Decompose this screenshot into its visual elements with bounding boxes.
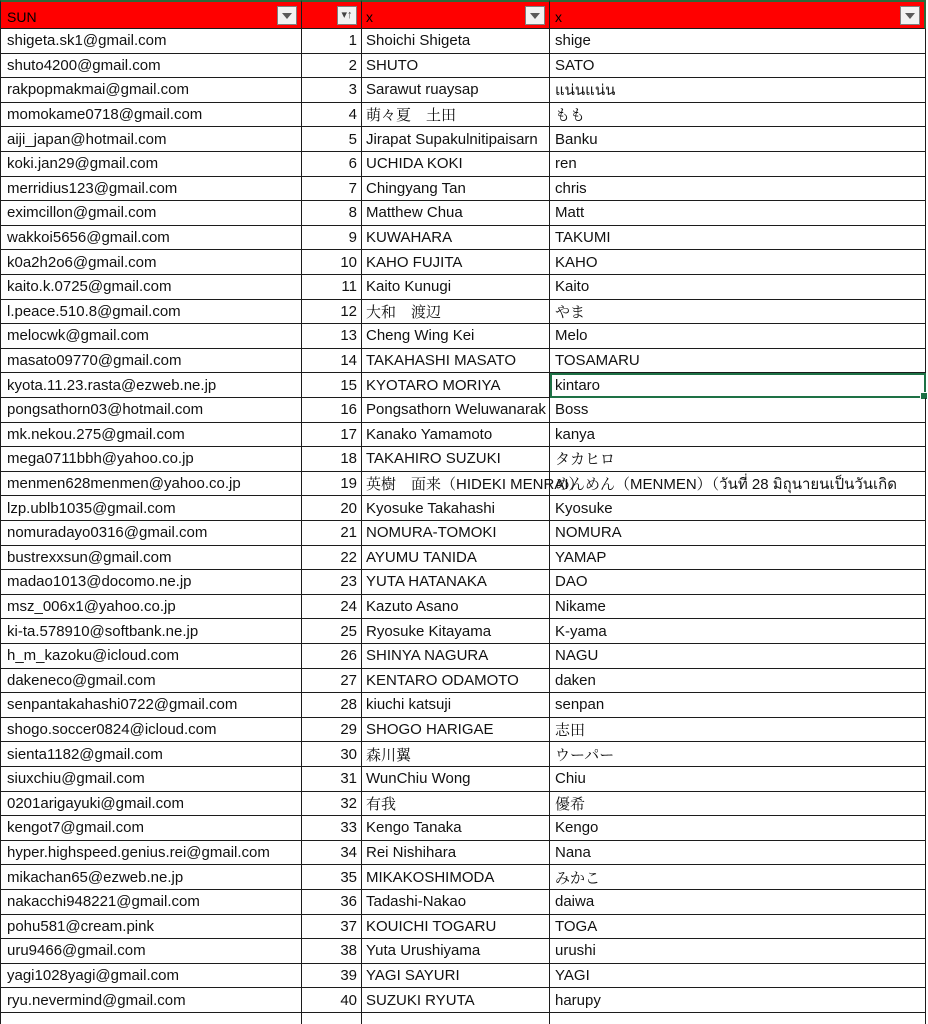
- number-cell[interactable]: 32: [302, 792, 362, 817]
- table-row: [0, 54, 926, 79]
- nickname-cell[interactable]: NAGU: [550, 644, 926, 669]
- number-cell[interactable]: 34: [302, 841, 362, 866]
- number-cell[interactable]: 27: [302, 669, 362, 694]
- name-cell[interactable]: Kengo Tanaka: [362, 816, 550, 841]
- table-row: [0, 521, 926, 546]
- header-cell-sun[interactable]: [0, 0, 302, 29]
- nickname-cell[interactable]: TOSAMARU: [550, 349, 926, 374]
- nickname-cell[interactable]: Kyosuke: [550, 496, 926, 521]
- nickname-cell[interactable]: K-yama: [550, 619, 926, 644]
- email-cell[interactable]: kaito.k.0725@gmail.com: [0, 275, 302, 300]
- name-cell[interactable]: KAHO FUJITA: [362, 250, 550, 275]
- name-cell[interactable]: TAKAHASHI MASATO: [362, 349, 550, 374]
- name-cell[interactable]: SHINYA NAGURA: [362, 644, 550, 669]
- number-cell[interactable]: 8: [302, 201, 362, 226]
- email-cell[interactable]: siuxchiu@gmail.com: [0, 767, 302, 792]
- name-cell[interactable]: Kyosuke Takahashi: [362, 496, 550, 521]
- table-row: [0, 201, 926, 226]
- number-cell[interactable]: 4: [302, 103, 362, 128]
- number-cell[interactable]: 21: [302, 521, 362, 546]
- email-cell[interactable]: nakacchi948221@gmail.com: [0, 890, 302, 915]
- name-cell[interactable]: Tadashi-Nakao: [362, 890, 550, 915]
- nickname-cell[interactable]: NOMURA: [550, 521, 926, 546]
- number-cell[interactable]: 31: [302, 767, 362, 792]
- filter-dropdown-icon[interactable]: [525, 6, 545, 25]
- table-row: [0, 398, 926, 423]
- table-row: [0, 250, 926, 275]
- number-cell[interactable]: 12: [302, 300, 362, 325]
- email-cell[interactable]: mega0711bbh@yahoo.co.jp: [0, 447, 302, 472]
- name-cell[interactable]: TAKAHIRO SUZUKI: [362, 447, 550, 472]
- name-cell[interactable]: SUZUKI RYUTA: [362, 988, 550, 1013]
- nickname-cell[interactable]: Boss: [550, 398, 926, 423]
- email-cell[interactable]: rakpopmakmai@gmail.com: [0, 78, 302, 103]
- nickname-cell[interactable]: Nikame: [550, 595, 926, 620]
- empty-cell[interactable]: [0, 1013, 302, 1024]
- name-cell[interactable]: NOMURA-TOMOKI: [362, 521, 550, 546]
- number-cell[interactable]: 9: [302, 226, 362, 251]
- number-cell[interactable]: 30: [302, 742, 362, 767]
- name-cell[interactable]: SHUTO: [362, 54, 550, 79]
- table-row: [0, 595, 926, 620]
- name-cell[interactable]: UCHIDA KOKI: [362, 152, 550, 177]
- nickname-cell[interactable]: DAO: [550, 570, 926, 595]
- nickname-cell[interactable]: SATO: [550, 54, 926, 79]
- table-row: [0, 841, 926, 866]
- email-cell[interactable]: eximcillon@gmail.com: [0, 201, 302, 226]
- table-row: [0, 152, 926, 177]
- table-row: [0, 373, 926, 398]
- nickname-cell[interactable]: 志田: [550, 718, 926, 743]
- header-row: [0, 0, 926, 29]
- name-cell[interactable]: Ryosuke Kitayama: [362, 619, 550, 644]
- table-row: [0, 472, 926, 497]
- nickname-cell[interactable]: KAHO: [550, 250, 926, 275]
- number-cell[interactable]: 38: [302, 939, 362, 964]
- table-row: [0, 324, 926, 349]
- email-cell[interactable]: menmen628menmen@yahoo.co.jp: [0, 472, 302, 497]
- email-cell[interactable]: pongsathorn03@hotmail.com: [0, 398, 302, 423]
- table-row: [0, 226, 926, 251]
- email-cell[interactable]: msz_006x1@yahoo.co.jp: [0, 595, 302, 620]
- name-cell[interactable]: Sarawut ruaysap: [362, 78, 550, 103]
- email-cell[interactable]: merridius123@gmail.com: [0, 177, 302, 202]
- number-cell[interactable]: 29: [302, 718, 362, 743]
- table-row: [0, 816, 926, 841]
- number-cell[interactable]: 15: [302, 373, 362, 398]
- name-cell[interactable]: Pongsathorn Weluwanarak: [362, 398, 550, 423]
- nickname-cell[interactable]: Kaito: [550, 275, 926, 300]
- header-cell-name[interactable]: [362, 0, 550, 29]
- nickname-cell[interactable]: แน่นแน่น: [550, 78, 926, 103]
- nickname-cell[interactable]: めんめん（MENMEN）（วันที่ 28 มิถุนายนเป็นวันเกิด: [550, 472, 926, 497]
- empty-cell[interactable]: [362, 1013, 550, 1024]
- name-cell[interactable]: Shoichi Shigeta: [362, 29, 550, 54]
- email-cell[interactable]: senpantakahashi0722@gmail.com: [0, 693, 302, 718]
- name-cell[interactable]: kiuchi katsuji: [362, 693, 550, 718]
- email-cell[interactable]: uru9466@gmail.com: [0, 939, 302, 964]
- nickname-cell[interactable]: kintaro: [550, 373, 926, 398]
- email-cell[interactable]: yagi1028yagi@gmail.com: [0, 964, 302, 989]
- nickname-cell[interactable]: ウーパー: [550, 742, 926, 767]
- number-cell[interactable]: 16: [302, 398, 362, 423]
- empty-cell[interactable]: [302, 1013, 362, 1024]
- table-row: [0, 964, 926, 989]
- name-cell[interactable]: KUWAHARA: [362, 226, 550, 251]
- table-row: [0, 496, 926, 521]
- name-cell[interactable]: 大和 渡辺: [362, 300, 550, 325]
- number-cell[interactable]: 19: [302, 472, 362, 497]
- table-row: [0, 29, 926, 54]
- header-cell-nickname[interactable]: [550, 0, 926, 29]
- nickname-cell[interactable]: harupy: [550, 988, 926, 1013]
- table-row: [0, 915, 926, 940]
- nickname-cell[interactable]: 優希: [550, 792, 926, 817]
- number-cell[interactable]: 39: [302, 964, 362, 989]
- email-cell[interactable]: ki-ta.578910@softbank.ne.jp: [0, 619, 302, 644]
- number-cell[interactable]: 1: [302, 29, 362, 54]
- sort-ascending-filter-icon[interactable]: ▾↑: [337, 6, 357, 25]
- email-cell[interactable]: shigeta.sk1@gmail.com: [0, 29, 302, 54]
- email-cell[interactable]: kengot7@gmail.com: [0, 816, 302, 841]
- name-cell[interactable]: KENTARO ODAMOTO: [362, 669, 550, 694]
- table-row: [0, 767, 926, 792]
- name-cell[interactable]: MIKAKOSHIMODA: [362, 865, 550, 890]
- table-row: [0, 103, 926, 128]
- number-cell[interactable]: 17: [302, 423, 362, 448]
- number-cell[interactable]: 37: [302, 915, 362, 940]
- next-row-partial: [0, 1013, 926, 1024]
- header-label: SUN: [7, 9, 37, 25]
- nickname-cell[interactable]: daken: [550, 669, 926, 694]
- nickname-cell[interactable]: Banku: [550, 127, 926, 152]
- table-row: [0, 546, 926, 571]
- email-cell[interactable]: lzp.ublb1035@gmail.com: [0, 496, 302, 521]
- email-cell[interactable]: ryu.nevermind@gmail.com: [0, 988, 302, 1013]
- table-row: [0, 275, 926, 300]
- nickname-cell[interactable]: Nana: [550, 841, 926, 866]
- name-cell[interactable]: 有我: [362, 792, 550, 817]
- filter-dropdown-icon[interactable]: [277, 6, 297, 25]
- nickname-cell[interactable]: YAMAP: [550, 546, 926, 571]
- table-row: [0, 300, 926, 325]
- name-cell[interactable]: 英樹 面来（HIDEKI MENRAI）: [362, 472, 550, 497]
- table-row: [0, 423, 926, 448]
- name-cell[interactable]: SHOGO HARIGAE: [362, 718, 550, 743]
- header-label: x: [366, 9, 373, 25]
- number-cell[interactable]: 36: [302, 890, 362, 915]
- number-cell[interactable]: 10: [302, 250, 362, 275]
- email-cell[interactable]: melocwk@gmail.com: [0, 324, 302, 349]
- name-cell[interactable]: KOUICHI TOGARU: [362, 915, 550, 940]
- number-cell[interactable]: 22: [302, 546, 362, 571]
- name-cell[interactable]: Kazuto Asano: [362, 595, 550, 620]
- number-cell[interactable]: 5: [302, 127, 362, 152]
- email-cell[interactable]: h_m_kazoku@icloud.com: [0, 644, 302, 669]
- nickname-cell[interactable]: chris: [550, 177, 926, 202]
- nickname-cell[interactable]: urushi: [550, 939, 926, 964]
- table-row: [0, 127, 926, 152]
- email-cell[interactable]: l.peace.510.8@gmail.com: [0, 300, 302, 325]
- number-cell[interactable]: 33: [302, 816, 362, 841]
- table-row: [0, 619, 926, 644]
- email-cell[interactable]: madao1013@docomo.ne.jp: [0, 570, 302, 595]
- number-cell[interactable]: 20: [302, 496, 362, 521]
- table-row: [0, 988, 926, 1013]
- number-cell[interactable]: 11: [302, 275, 362, 300]
- number-cell[interactable]: 3: [302, 78, 362, 103]
- number-cell[interactable]: 7: [302, 177, 362, 202]
- name-cell[interactable]: YUTA HATANAKA: [362, 570, 550, 595]
- email-cell[interactable]: k0a2h2o6@gmail.com: [0, 250, 302, 275]
- number-cell[interactable]: 35: [302, 865, 362, 890]
- email-cell[interactable]: mk.nekou.275@gmail.com: [0, 423, 302, 448]
- number-cell[interactable]: 14: [302, 349, 362, 374]
- email-cell[interactable]: bustrexxsun@gmail.com: [0, 546, 302, 571]
- name-cell[interactable]: YAGI SAYURI: [362, 964, 550, 989]
- table-row: [0, 693, 926, 718]
- number-cell[interactable]: 23: [302, 570, 362, 595]
- nickname-cell[interactable]: TOGA: [550, 915, 926, 940]
- nickname-cell[interactable]: タカヒロ: [550, 447, 926, 472]
- name-cell[interactable]: KYOTARO MORIYA: [362, 373, 550, 398]
- email-cell[interactable]: aiji_japan@hotmail.com: [0, 127, 302, 152]
- number-cell[interactable]: 13: [302, 324, 362, 349]
- name-cell[interactable]: Jirapat Supakulnitipaisarn: [362, 127, 550, 152]
- email-cell[interactable]: wakkoi5656@gmail.com: [0, 226, 302, 251]
- email-cell[interactable]: masato09770@gmail.com: [0, 349, 302, 374]
- email-cell[interactable]: shuto4200@gmail.com: [0, 54, 302, 79]
- name-cell[interactable]: Yuta Urushiyama: [362, 939, 550, 964]
- name-cell[interactable]: Kaito Kunugi: [362, 275, 550, 300]
- name-cell[interactable]: Matthew Chua: [362, 201, 550, 226]
- table-row: [0, 792, 926, 817]
- number-cell[interactable]: 26: [302, 644, 362, 669]
- number-cell[interactable]: 18: [302, 447, 362, 472]
- email-cell[interactable]: koki.jan29@gmail.com: [0, 152, 302, 177]
- table-row: [0, 742, 926, 767]
- table-row: [0, 349, 926, 374]
- name-cell[interactable]: Cheng Wing Kei: [362, 324, 550, 349]
- email-cell[interactable]: mikachan65@ezweb.ne.jp: [0, 865, 302, 890]
- table-row: [0, 890, 926, 915]
- email-cell[interactable]: sienta1182@gmail.com: [0, 742, 302, 767]
- number-cell[interactable]: 24: [302, 595, 362, 620]
- nickname-cell[interactable]: ren: [550, 152, 926, 177]
- name-cell[interactable]: AYUMU TANIDA: [362, 546, 550, 571]
- table-row: [0, 447, 926, 472]
- email-cell[interactable]: nomuradayo0316@gmail.com: [0, 521, 302, 546]
- table-row: [0, 718, 926, 743]
- name-cell[interactable]: 森川翼: [362, 742, 550, 767]
- empty-cell[interactable]: [550, 1013, 926, 1024]
- table-row: [0, 78, 926, 103]
- number-cell[interactable]: 28: [302, 693, 362, 718]
- nickname-cell[interactable]: やま: [550, 300, 926, 325]
- number-cell[interactable]: 6: [302, 152, 362, 177]
- name-cell[interactable]: Kanako Yamamoto: [362, 423, 550, 448]
- email-cell[interactable]: momokame0718@gmail.com: [0, 103, 302, 128]
- nickname-cell[interactable]: Matt: [550, 201, 926, 226]
- filter-dropdown-icon[interactable]: [900, 6, 920, 25]
- email-cell[interactable]: hyper.highspeed.genius.rei@gmail.com: [0, 841, 302, 866]
- name-cell[interactable]: 萌々夏 土田: [362, 103, 550, 128]
- nickname-cell[interactable]: Melo: [550, 324, 926, 349]
- header-cell-number[interactable]: [302, 0, 362, 29]
- email-cell[interactable]: kyota.11.23.rasta@ezweb.ne.jp: [0, 373, 302, 398]
- nickname-cell[interactable]: YAGI: [550, 964, 926, 989]
- nickname-cell[interactable]: shige: [550, 29, 926, 54]
- email-cell[interactable]: dakeneco@gmail.com: [0, 669, 302, 694]
- number-cell[interactable]: 40: [302, 988, 362, 1013]
- email-cell[interactable]: pohu581@cream.pink: [0, 915, 302, 940]
- email-cell[interactable]: 0201arigayuki@gmail.com: [0, 792, 302, 817]
- table-row: [0, 939, 926, 964]
- nickname-cell[interactable]: daiwa: [550, 890, 926, 915]
- table-row: [0, 177, 926, 202]
- table-row: [0, 865, 926, 890]
- number-cell[interactable]: 25: [302, 619, 362, 644]
- nickname-cell[interactable]: Kengo: [550, 816, 926, 841]
- table-row: [0, 570, 926, 595]
- name-cell[interactable]: Chingyang Tan: [362, 177, 550, 202]
- nickname-cell[interactable]: みかこ: [550, 865, 926, 890]
- email-cell[interactable]: shogo.soccer0824@icloud.com: [0, 718, 302, 743]
- table-row: [0, 644, 926, 669]
- table-row: [0, 669, 926, 694]
- nickname-cell[interactable]: kanya: [550, 423, 926, 448]
- header-label: x: [555, 9, 562, 25]
- number-cell[interactable]: 2: [302, 54, 362, 79]
- nickname-cell[interactable]: TAKUMI: [550, 226, 926, 251]
- nickname-cell[interactable]: senpan: [550, 693, 926, 718]
- name-cell[interactable]: WunChiu Wong: [362, 767, 550, 792]
- nickname-cell[interactable]: もも: [550, 103, 926, 128]
- name-cell[interactable]: Rei Nishihara: [362, 841, 550, 866]
- nickname-cell[interactable]: Chiu: [550, 767, 926, 792]
